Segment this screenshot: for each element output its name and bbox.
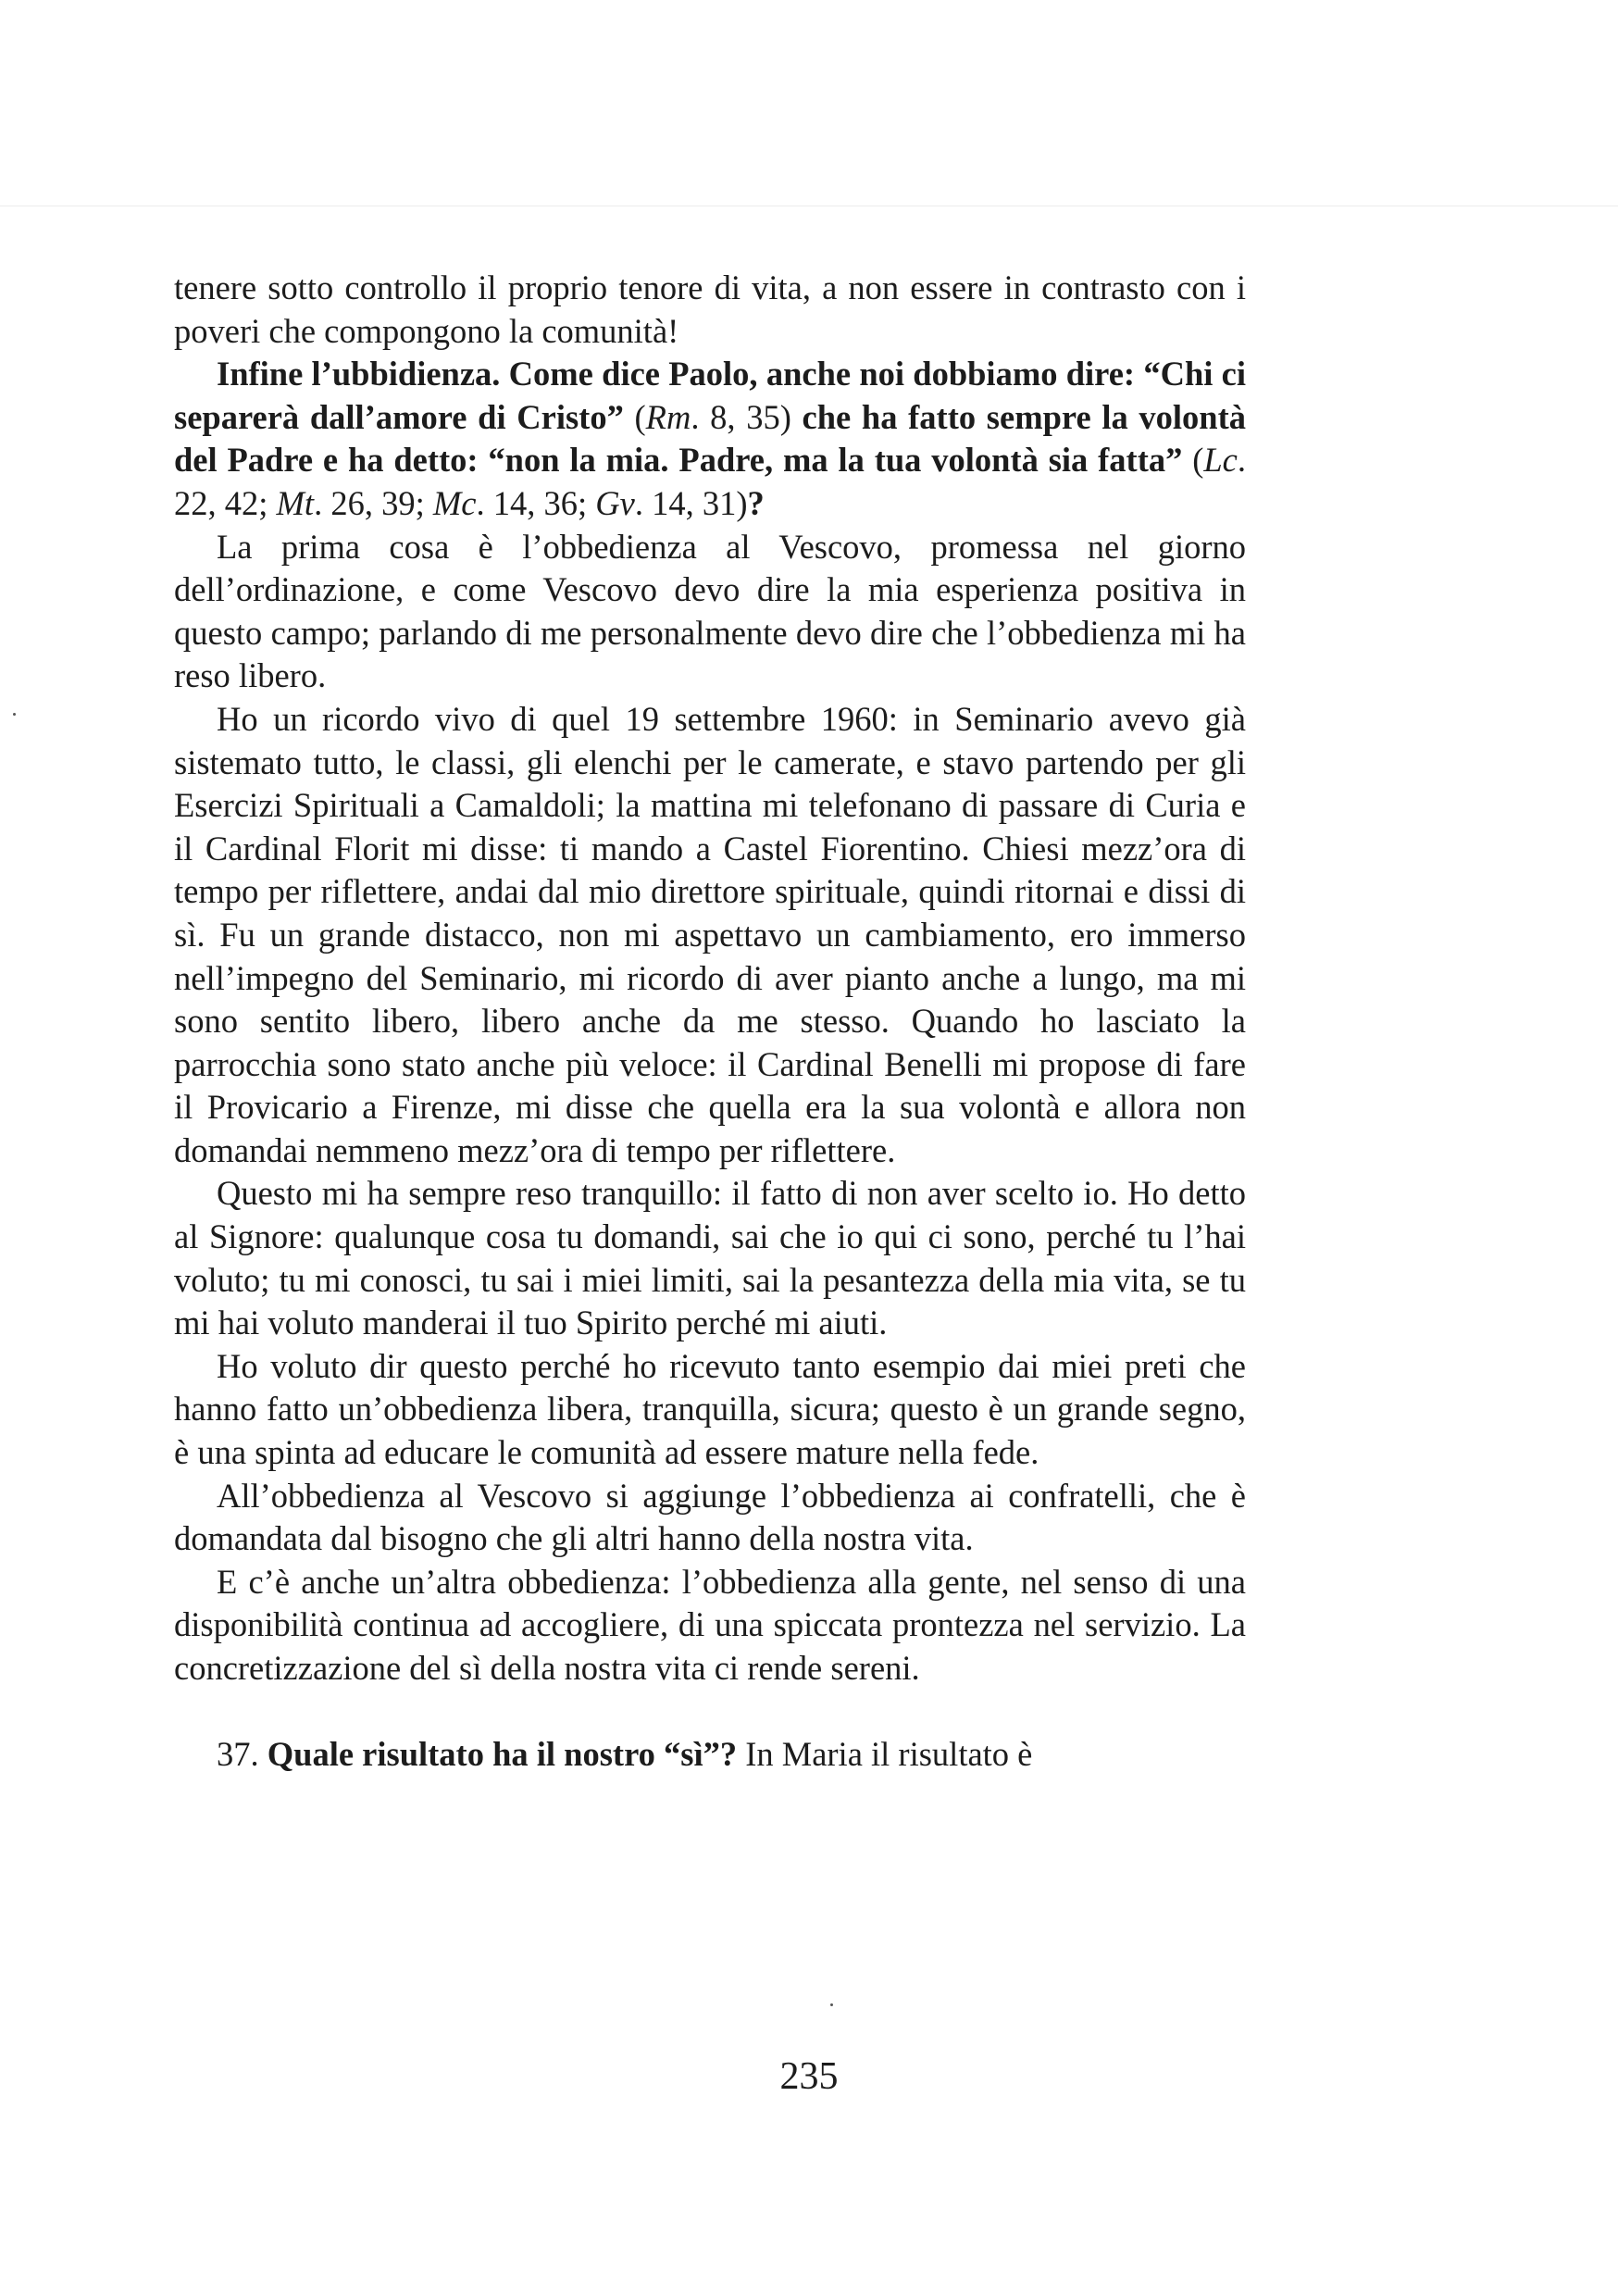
citation-abbrev: Mt [276, 483, 315, 522]
paragraph: La prima cosa è l’obbedienza al Vescovo, promessa nel giorno dell’ordinazione, e come Vescovo devo dire la mia esperienza positiva in questo campo; parlando di me personalmente devo dire che l’obbedienza mi ha reso libero. [174, 527, 1246, 695]
text: In Maria il risultato è [737, 1734, 1033, 1773]
paragraph-obedience [174, 353, 1246, 525]
paragraph: Ho un ricordo vivo di quel 19 settembre 1960: in Seminario avevo già sistemato tutto, le classi, gli elenchi per le camerate, e stavo partendo per gli Esercizi Spirituali a Camaldoli; la mattina mi telefonano di passare di Curia e il Cardinal Florit mi disse: ti mando a Castel Fiorentino. Chiesi mezz’ora di tempo per riflettere, andai dal mio direttore spirituale, quindi ritornai e dissi di sì. Fu un grande distacco, non mi aspettavo un cambiamento, ero immerso nell’impegno del Seminario, mi ricordo di aver pianto anche a lungo, ma mi sono sentito libero, libero anche da me stesso. Quando ho lasciato la parrocchia sono stato anche più veloce: il Cardinal Benelli mi propose di fare il Provicario a Firenze, mi disse che quella era la sua volontà e allora non domandai nemmeno mezz’ora di tempo per riflettere. [174, 699, 1246, 1169]
numbered-question [174, 1733, 1246, 1777]
paragraph: All’obbedienza al Vescovo si aggiunge l’obbedienza ai confratelli, che è domandata dal bisogno che gli altri hanno della nostra vita. [174, 1476, 1246, 1558]
text: . 14, 36; [476, 483, 596, 522]
text: . 14, 31) [634, 483, 748, 522]
text: ( [1182, 441, 1204, 480]
text: . 8, 35) [691, 397, 803, 436]
page-text [174, 267, 1246, 1776]
citation-abbrev: Mc [432, 483, 477, 522]
bold-text: Infine l’ubbidienza. Come dice Paolo, anche noi dobbiamo dire: “Chi ci separerà dall’amore di Cristo” [174, 355, 1246, 436]
paragraph: E c’è anche un’altra obbedienza: l’obbedienza alla gente, nel senso di una disponibilità continua ad accogliere, di una spiccata prontezza nel servizio. La concretizzazione del sì della nostra vita ci rende sereni. [174, 1562, 1246, 1687]
question-title: Quale risultato ha il nostro “sì”? [267, 1734, 738, 1773]
citation-abbrev: Rm [645, 397, 691, 436]
paragraph: Questo mi ha sempre reso tranquillo: il fatto di non aver scelto io. Ho detto al Signore: qualunque cosa tu domandi, sai che io qui ci sono, perché tu l’hai voluto; tu mi conosci, tu sai i miei limiti, sai la pesantezza della mia vita, se tu mi hai voluto manderai il tuo Spirito perché mi aiuti. [174, 1174, 1246, 1342]
text: . 26, 39; [314, 483, 433, 522]
citation-abbrev: Gv [595, 483, 635, 522]
citation-abbrev: Lc [1203, 441, 1238, 480]
bold-text: ? [747, 483, 765, 522]
scan-speck [830, 2003, 833, 2006]
paragraph: tenere sotto controllo il proprio tenore di vita, a non essere in contrasto con i poveri che compongono la comunità! [174, 268, 1246, 350]
text: . 22, 42; [174, 441, 1246, 522]
paragraph: Ho voluto dir questo perché ho ricevuto tanto esempio dai miei preti che hanno fatto un’obbedienza libera, tranquilla, sicura; questo è un grande segno, è una spinta ad educare le comunità ad essere mature nella fede. [174, 1346, 1246, 1472]
page-number: 235 [779, 2055, 839, 2098]
text: ( [623, 397, 646, 436]
bold-text: che ha fatto sempre la volontà del Padre e ha detto: “non la mia. Padre, ma la tua volontà sia fatta” [174, 397, 1246, 480]
scan-speck [13, 713, 16, 716]
question-number: 37. [217, 1734, 259, 1773]
